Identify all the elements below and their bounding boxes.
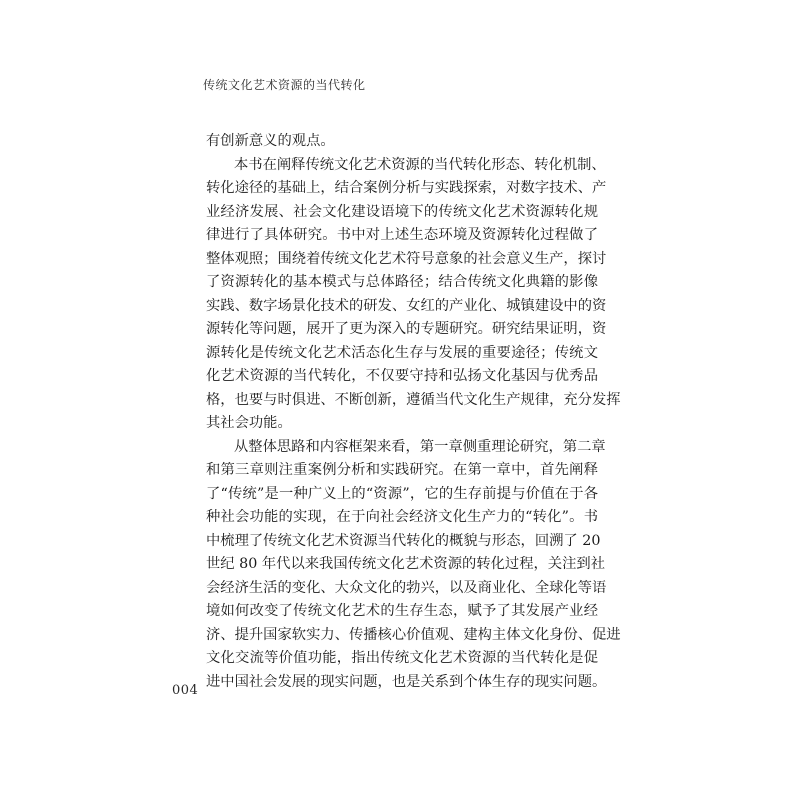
text-line: 实践、数字场景化技术的研发、女红的产业化、城镇建设中的资 [206,297,607,314]
text-line: 会经济生活的变化、大众文化的勃兴，以及商业化、全球化等语 [206,579,607,596]
text-line: 其社会功能。 [206,415,292,431]
text-line: 世纪 80 年代以来我国传统文化艺术资源的转化过程，关注到社 [206,556,605,572]
text-line: 和第三章则注重案例分析和实践研究。在第一章中，首先阐释 [206,462,598,478]
text-line: 整体观照；围绕着传统文化艺术符号意象的社会意义生产，探讨 [206,250,607,267]
text-line: 了资源转化的基本模式与总体路径；结合传统文化典籍的影像 [206,274,598,290]
text-line: 格，也要与时俱进、不断创新，遵循当代文化生产规律，充分发挥 [206,391,621,408]
text-line: 济、提升国家软实力、传播核心价值观、建构主体文化身份、促进 [206,626,621,643]
text-line: 源转化等问题，展开了更为深入的专题研究。研究结果证明，资 [206,321,607,337]
text-line: 化艺术资源的当代转化，不仅要守持和弘扬文化基因与优秀品 [206,368,598,384]
text-line: 业经济发展、社会文化建设语境下的传统文化艺术资源转化规 [206,203,598,220]
text-line: 种社会功能的实现，在于向社会经济文化生产力的“转化”。书 [206,509,598,525]
text-line: 从整体思路和内容框架来看，第一章侧重理论研究，第二章 [234,438,606,455]
text-line: 源转化是传统文化艺术活态化生存与发展的重要途径；传统文 [206,344,598,361]
text-line: 境如何改变了传统文化艺术的生存生态，赋予了其发展产业经 [206,603,598,619]
page-number: 004 [172,683,199,698]
text-line: 文化交流等价值功能，指出传统文化艺术资源的当代转化是促 [206,650,598,666]
text-line: 律进行了具体研究。书中对上述生态环境及资源转化过程做了 [206,227,598,243]
text-line: 中梳理了传统文化艺术资源当代转化的概貌与形态，回溯了 20 [206,532,601,549]
text-line: 有创新意义的观点。 [206,133,335,149]
text-line: 进中国社会发展的现实问题，也是关系到个体生存的现实问题。 [206,673,607,690]
running-header-title: 传统文化艺术资源的当代转化 [203,78,366,92]
text-line: 了“传统”是一种广义上的“资源”，它的生存前提与价值在于各 [206,485,598,502]
body-text [206,130,621,694]
text-line: 本书在阐释传统文化艺术资源的当代转化形态、转化机制、 [234,156,606,173]
text-line: 转化途径的基础上，结合案例分析与实践探索，对数字技术、产 [206,180,607,196]
